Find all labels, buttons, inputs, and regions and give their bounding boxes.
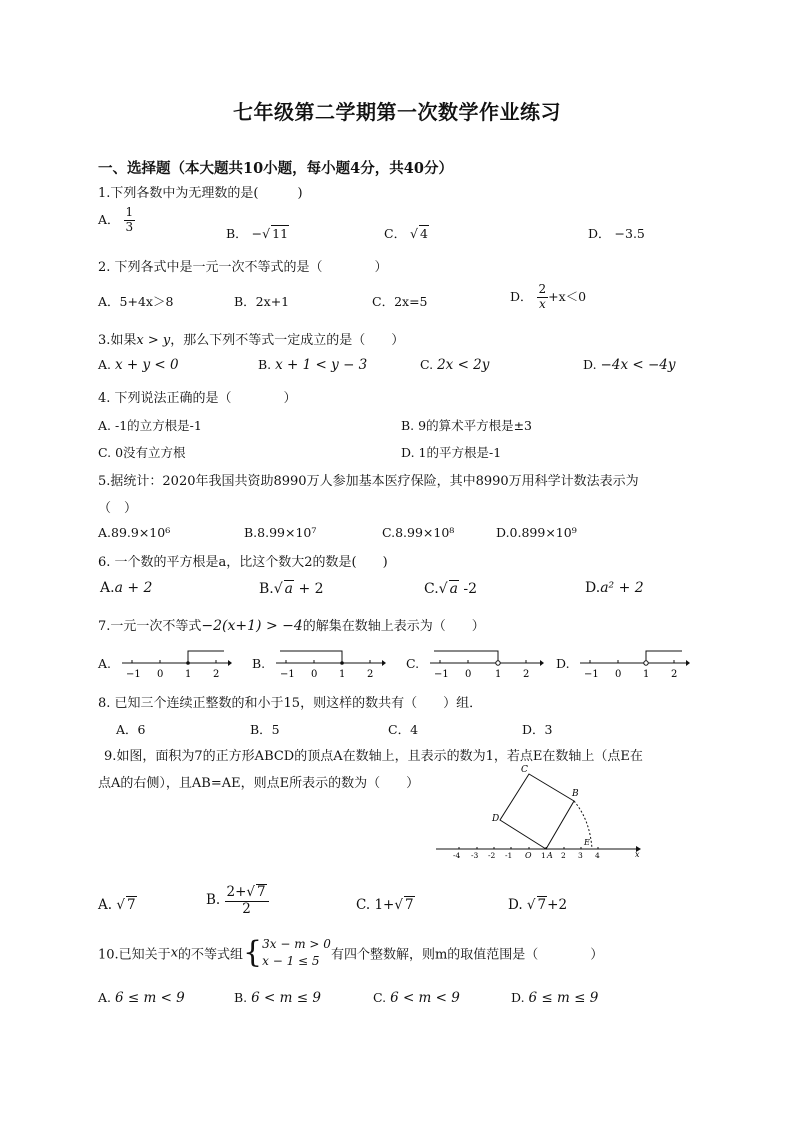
q6-b-label: B. <box>259 581 274 597</box>
tick-label: 1 <box>185 669 192 680</box>
tick-label: −1 <box>434 669 449 680</box>
question-5-stem: 5.据统计：2020年我国共资助8990万人参加基本医疗保险，其中8990万用科学计数法表示为 <box>98 474 639 489</box>
q9-c-label: C. <box>356 897 371 913</box>
q1-option-c: C． √ 4 <box>384 226 428 241</box>
q1-a-fraction <box>124 206 136 235</box>
solid-dot <box>340 661 344 665</box>
question-6-stem: 6. 一个数的平方根是a，比这个数大2的数是( ) <box>98 555 388 570</box>
q5-option-c: C.8.99×10⁸ <box>382 525 455 540</box>
q3-stem-post: ，那么下列不等式一定成立的是（ ） <box>170 333 405 348</box>
q3-b-label: B. <box>258 357 272 372</box>
q5-option-d: D.0.899×10⁹ <box>496 525 577 540</box>
axis-arrow <box>228 660 232 666</box>
q3-option-d <box>583 357 675 373</box>
q9-option-d: D. √ 7+2 <box>508 897 568 913</box>
numberline-a-svg <box>120 645 232 681</box>
q10-stem-x: x <box>170 945 179 961</box>
q3-c-math: 2x < 2y <box>437 357 490 373</box>
question-10-stem <box>98 936 603 970</box>
q7-numberline-c <box>428 645 544 681</box>
q7-stem-post: 的解集在数轴上表示为（ ） <box>302 619 485 634</box>
q7-numberline-b <box>274 645 386 681</box>
q6-b-tail: + 2 <box>294 581 324 597</box>
q3-option-a <box>98 357 179 373</box>
tick-label: −1 <box>280 669 295 680</box>
q10-option-d <box>511 990 598 1006</box>
q2-option-c: C．2x=5 <box>372 294 428 309</box>
q6-option-c: C.√ a -2 <box>424 581 478 597</box>
q10-option-a <box>98 990 185 1006</box>
tick-label: 0 <box>465 669 472 680</box>
section-heading: 一、选择题（本大题共10小题，每小题4分，共40分） <box>98 160 453 177</box>
tick-label: 2 <box>367 669 374 680</box>
hollow-dot <box>644 661 648 665</box>
q10-option-c <box>373 990 460 1006</box>
tick-label: 1 <box>339 669 346 680</box>
q6-c-radicand: a <box>449 581 458 597</box>
q2-d-fraction <box>537 283 549 312</box>
q9-a-radicand: 7 <box>126 897 136 913</box>
q10-b-label: B. <box>234 990 248 1005</box>
q3-stem-pre: 3.如果 <box>98 333 137 348</box>
q9-option-b <box>206 884 269 917</box>
hollow-dot <box>496 661 500 665</box>
q6-d-label: D. <box>585 580 601 596</box>
q9-a-label: A. <box>98 897 113 913</box>
tick-label: −1 <box>584 669 599 680</box>
q8-option-d: D．3 <box>522 722 553 737</box>
q9-d-tail: +2 <box>547 897 568 913</box>
q3-a-label: A. <box>98 357 112 372</box>
q10-sys-line-1: 3x − m > 0 <box>262 937 331 951</box>
q9-b-den: 2 <box>242 900 251 917</box>
q10-a-math: 6 ≤ m < 9 <box>115 990 185 1006</box>
q2-d-label: D． <box>510 288 533 304</box>
q6-a-label: A. <box>100 580 115 596</box>
q2-option-d <box>510 283 586 312</box>
label-e: E <box>584 838 590 847</box>
q7-numberline-d <box>578 645 690 681</box>
q2-option-a: A．5+4x＞8 <box>98 294 174 309</box>
q3-option-c <box>420 357 489 373</box>
q9-option-a: A. √ 7 <box>98 897 136 913</box>
q1-d-value: −3.5 <box>614 226 645 241</box>
tick-label: 2 <box>523 669 530 680</box>
q1-c-radicand: 4 <box>420 226 428 241</box>
tick-label: 3 <box>578 851 583 860</box>
q10-system <box>262 936 331 970</box>
q9-figure-svg <box>432 762 644 862</box>
question-5-stem-cont: （ ） <box>98 501 138 516</box>
q7-stem-pre: 7.一元一次不等式 <box>98 619 202 634</box>
tick-label: -2 <box>488 851 496 860</box>
q9-b-num-pre: 2+ <box>226 884 247 900</box>
q9-b-label: B. <box>206 892 221 909</box>
q3-stem-math: x > y <box>136 333 171 348</box>
q5-option-b: B.8.99×10⁷ <box>244 525 317 540</box>
q9-c-radicand: 7 <box>404 897 414 913</box>
numberline-d-svg <box>578 645 690 681</box>
solution-ray <box>188 651 224 663</box>
q9-d-radicand: 7 <box>537 897 547 913</box>
q9-option-c: C. 1+√ 7 <box>356 897 414 913</box>
tick-label: 0 <box>311 669 318 680</box>
q1-b-neg: − <box>251 226 263 241</box>
question-8-stem: 8. 已知三个连续正整数的和小于15，则这样的数共有（ ）组． <box>98 696 483 711</box>
label-x: x <box>635 850 640 859</box>
q6-a-math: a + 2 <box>114 580 153 596</box>
q4-option-b: B. 9的算术平方根是±3 <box>401 418 533 433</box>
tick-label: 2 <box>213 669 220 680</box>
q7-stem-math: −2(x+1) > −4 <box>201 618 303 634</box>
solution-ray <box>434 651 498 661</box>
solid-dot <box>186 661 190 665</box>
q6-c-label: C. <box>424 581 439 597</box>
q10-c-math: 6 < m < 9 <box>390 990 460 1006</box>
q10-stem-mid: 的不等式组 <box>178 947 244 963</box>
tick-label: 1 <box>643 669 650 680</box>
numberline-c-svg <box>428 645 544 681</box>
q6-option-a <box>100 580 152 596</box>
q7-option-b-label: B. <box>252 656 266 671</box>
solution-ray <box>646 651 682 661</box>
tick-label: O <box>525 851 532 860</box>
q9-d-label: D. <box>508 897 523 913</box>
question-1-stem: 1.下列各数中为无理数的是( ) <box>98 186 303 201</box>
q9-b-fraction <box>225 884 269 917</box>
axis-arrow <box>686 660 690 666</box>
q10-brace: { <box>243 935 263 970</box>
tick-label: 2 <box>561 851 566 860</box>
label-d: D <box>492 814 500 824</box>
tick-label: 4 <box>595 851 600 860</box>
q10-c-label: C. <box>373 990 387 1005</box>
q6-c-tail: -2 <box>458 581 478 597</box>
q3-d-math: −4x < −4y <box>600 357 676 373</box>
q10-d-label: D. <box>511 990 525 1005</box>
tick-label: −1 <box>126 669 141 680</box>
q10-a-label: A. <box>98 990 112 1005</box>
q10-d-math: 6 ≤ m ≤ 9 <box>528 990 599 1006</box>
label-c: C <box>521 765 528 775</box>
label-b: B <box>572 789 579 799</box>
question-7-stem <box>98 615 485 634</box>
q10-stem-pre: 10.已知关于 <box>98 947 171 963</box>
q1-option-d <box>588 224 645 242</box>
q1-b-label: B． <box>226 226 248 241</box>
q2-option-b: B．2x+1 <box>234 294 290 309</box>
q6-option-b: B.√ a + 2 <box>259 581 324 597</box>
q1-a-num: 1 <box>125 205 134 219</box>
tick-label: 0 <box>157 669 164 680</box>
q7-option-c-label: C. <box>406 656 420 671</box>
q8-option-c: C．4 <box>388 722 419 737</box>
q1-a-label: A． <box>98 211 120 227</box>
q6-d-math: a² + 2 <box>600 580 644 596</box>
q7-option-d-label: D. <box>556 656 570 671</box>
q4-option-a: A. -1的立方根是-1 <box>98 418 202 433</box>
q9-b-radicand: 7 <box>257 884 266 900</box>
solution-ray <box>280 651 342 663</box>
question-4-stem: 4. 下列说法正确的是（ ） <box>98 391 297 406</box>
q6-option-d <box>585 580 644 596</box>
tick-label: -3 <box>471 851 479 860</box>
q1-option-b: B． −√ 11 <box>226 226 289 241</box>
q2-d-tail: +x＜0 <box>548 288 587 304</box>
axis-arrow <box>540 660 544 666</box>
q2-d-num: 2 <box>538 282 547 296</box>
tick-label: 1 <box>541 851 546 860</box>
tick-label: 0 <box>615 669 622 680</box>
question-3-stem <box>98 329 404 348</box>
question-9-stem-cont: 点A的右侧），且AB=AE，则点E所表示的数为（ ） <box>98 776 420 791</box>
q5-option-a: A.89.9×10⁶ <box>98 525 171 540</box>
q3-d-label: D. <box>583 357 597 372</box>
q8-option-b: B．5 <box>250 722 280 737</box>
q9-figure <box>432 762 644 866</box>
q10-sys-line-2: x − 1 ≤ 5 <box>262 954 320 968</box>
q1-a-den: 3 <box>125 219 134 234</box>
square-abcd <box>500 774 574 849</box>
question-2-stem: 2. 下列各式中是一元一次不等式的是（ ） <box>98 260 388 275</box>
q9-b-num: 2+√ 7 <box>225 884 269 902</box>
q1-option-a <box>98 206 135 235</box>
page-title: 七年级第二学期第一次数学作业练习 <box>233 100 561 124</box>
q2-d-den: x <box>538 296 546 311</box>
q8-option-a: A．6 <box>116 722 146 737</box>
label-a: A <box>547 851 553 860</box>
numberline-b-svg <box>274 645 386 681</box>
q3-c-label: C. <box>420 357 434 372</box>
q4-option-c: C. 0没有立方根 <box>98 445 186 460</box>
tick-label: 2 <box>671 669 678 680</box>
q1-d-label: D． <box>588 226 611 241</box>
q3-a-math: x + y < 0 <box>115 357 179 373</box>
q4-option-d: D. 1的平方根是-1 <box>401 445 502 460</box>
q10-stem-post: 有四个整数解，则m的取值范围是（ ） <box>330 947 604 963</box>
q10-b-math: 6 < m ≤ 9 <box>251 990 321 1006</box>
q6-b-radicand: a <box>284 581 294 597</box>
tick-label: -1 <box>505 851 513 860</box>
q3-b-math: x + 1 < y − 3 <box>275 357 368 373</box>
q9-c-pre: 1+ <box>374 897 395 913</box>
q10-option-b <box>234 990 321 1006</box>
q1-b-radicand: 11 <box>272 226 289 241</box>
tick-label: 1 <box>495 669 502 680</box>
tick-label: -4 <box>453 851 461 860</box>
q7-option-a-label: A. <box>98 656 112 671</box>
q3-option-b <box>258 357 367 373</box>
question-9-stem: 9.如图，面积为7的正方形ABCD的顶点A在数轴上，且表示的数为1，若点E在数轴上（点E在 <box>104 749 643 764</box>
q7-numberline-a <box>120 645 232 681</box>
axis-arrow <box>382 660 386 666</box>
q1-c-label: C． <box>384 226 407 241</box>
